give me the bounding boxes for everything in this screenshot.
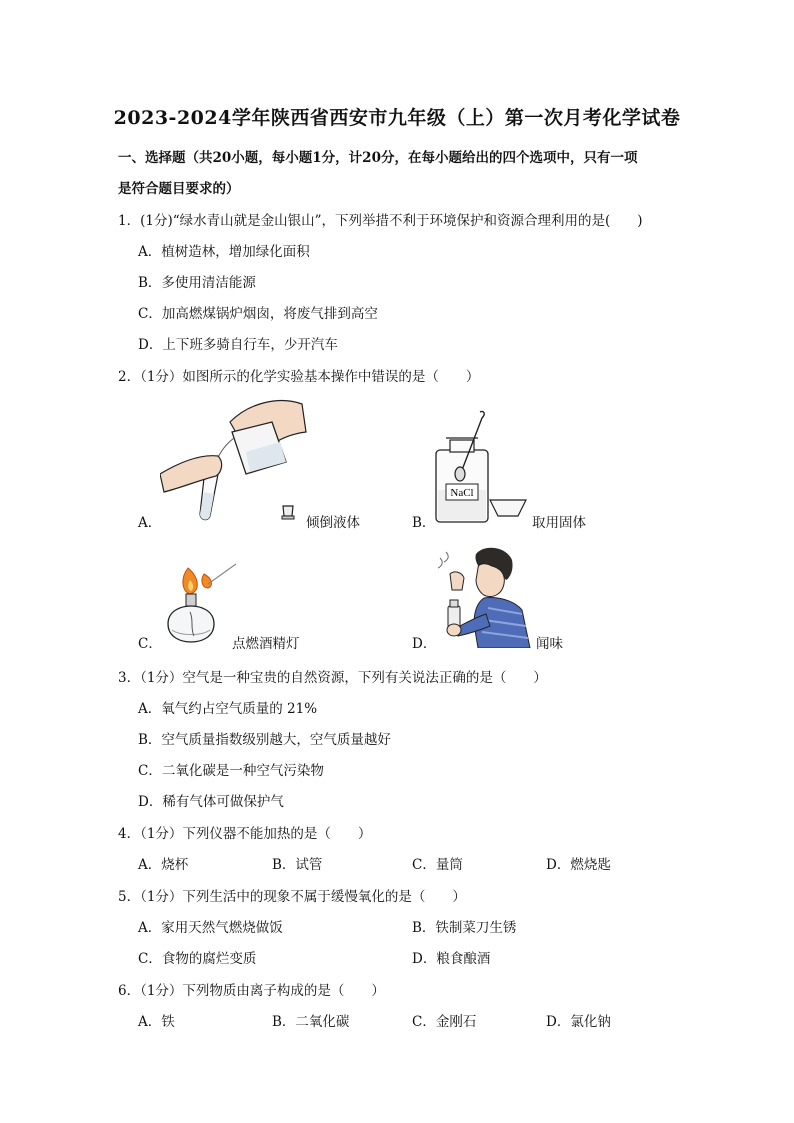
reagent-bottle-illustration (432, 408, 528, 524)
section-heading-line2: 是符合题目要求的） (118, 181, 240, 197)
question-5-option-d: D．粮食酿酒 (412, 951, 491, 967)
question-3-option-b: B．空气质量指数级别越大，空气质量越好 (138, 732, 391, 748)
question-1-option-a: A．植树造林，增加绿化面积 (138, 244, 310, 260)
figure-a-letter: A． (138, 515, 162, 531)
question-4-option-b: B．试管 (272, 857, 323, 873)
smelling-illustration (434, 544, 534, 648)
figure-d-caption: 闻味 (536, 636, 563, 652)
question-5-option-b: B．铁制菜刀生锈 (412, 920, 517, 936)
question-4-stem: 4．（1分）下列仪器不能加热的是（ ） (118, 826, 372, 842)
question-2-stem: 2．（1分）如图所示的化学实验基本操作中错误的是（ ） (118, 369, 480, 385)
question-1-option-c: C．加高燃煤锅炉烟囱，将废气排到高空 (138, 306, 378, 322)
figure-c-letter: C． (138, 636, 162, 652)
question-6-option-d: D．氯化钠 (546, 1014, 611, 1030)
question-3-option-d: D．稀有气体可做保护气 (138, 794, 284, 810)
question-5-option-a: A．家用天然气燃烧做饭 (138, 920, 283, 936)
question-5-option-c: C．食物的腐烂变质 (138, 951, 257, 967)
bottle-label: NaCl (450, 487, 474, 499)
question-6-option-a: A．铁 (138, 1014, 175, 1030)
question-6-option-b: B．二氧化碳 (272, 1014, 350, 1030)
stopper-icon (280, 504, 296, 520)
question-6-option-c: C．金刚石 (412, 1014, 477, 1030)
alcohol-lamp-illustration (160, 552, 240, 648)
section-heading-line1: 一、选择题（共20小题，每小题1分，计20分，在每小题给出的四个选项中，只有一项 (118, 150, 638, 166)
figure-b-letter: B． (412, 515, 436, 531)
page-title: 2023-2024学年陕西省西安市九年级（上）第一次月考化学试卷 (113, 107, 681, 129)
question-3-stem: 3．（1分）空气是一种宝贵的自然资源，下列有关说法正确的是（ ） (118, 670, 547, 686)
question-4-option-a: A．烧杯 (138, 857, 189, 873)
question-4-option-d: D．燃烧匙 (546, 857, 611, 873)
question-3-option-a: A．氧气约占空气质量的 21% (138, 701, 318, 717)
figure-c-caption: 点燃酒精灯 (232, 636, 300, 652)
question-1-option-b: B．多使用清洁能源 (138, 275, 256, 291)
figure-d-letter: D． (412, 636, 437, 652)
question-3-option-c: C．二氧化碳是一种空气污染物 (138, 763, 324, 779)
question-6-stem: 6．（1分）下列物质由离子构成的是（ ） (118, 983, 385, 999)
question-1-option-d: D．上下班多骑自行车，少开汽车 (138, 337, 338, 353)
figure-b-caption: 取用固体 (532, 515, 586, 531)
question-1-stem: 1．(1分)“绿水青山就是金山银山”，下列举措不利于环境保护和资源合理利用的是( ) (118, 213, 643, 229)
question-5-stem: 5．（1分）下列生活中的现象不属于缓慢氧化的是（ ） (118, 889, 466, 905)
figure-a-caption: 倾倒液体 (306, 515, 360, 531)
question-4-option-c: C．量筒 (412, 857, 463, 873)
